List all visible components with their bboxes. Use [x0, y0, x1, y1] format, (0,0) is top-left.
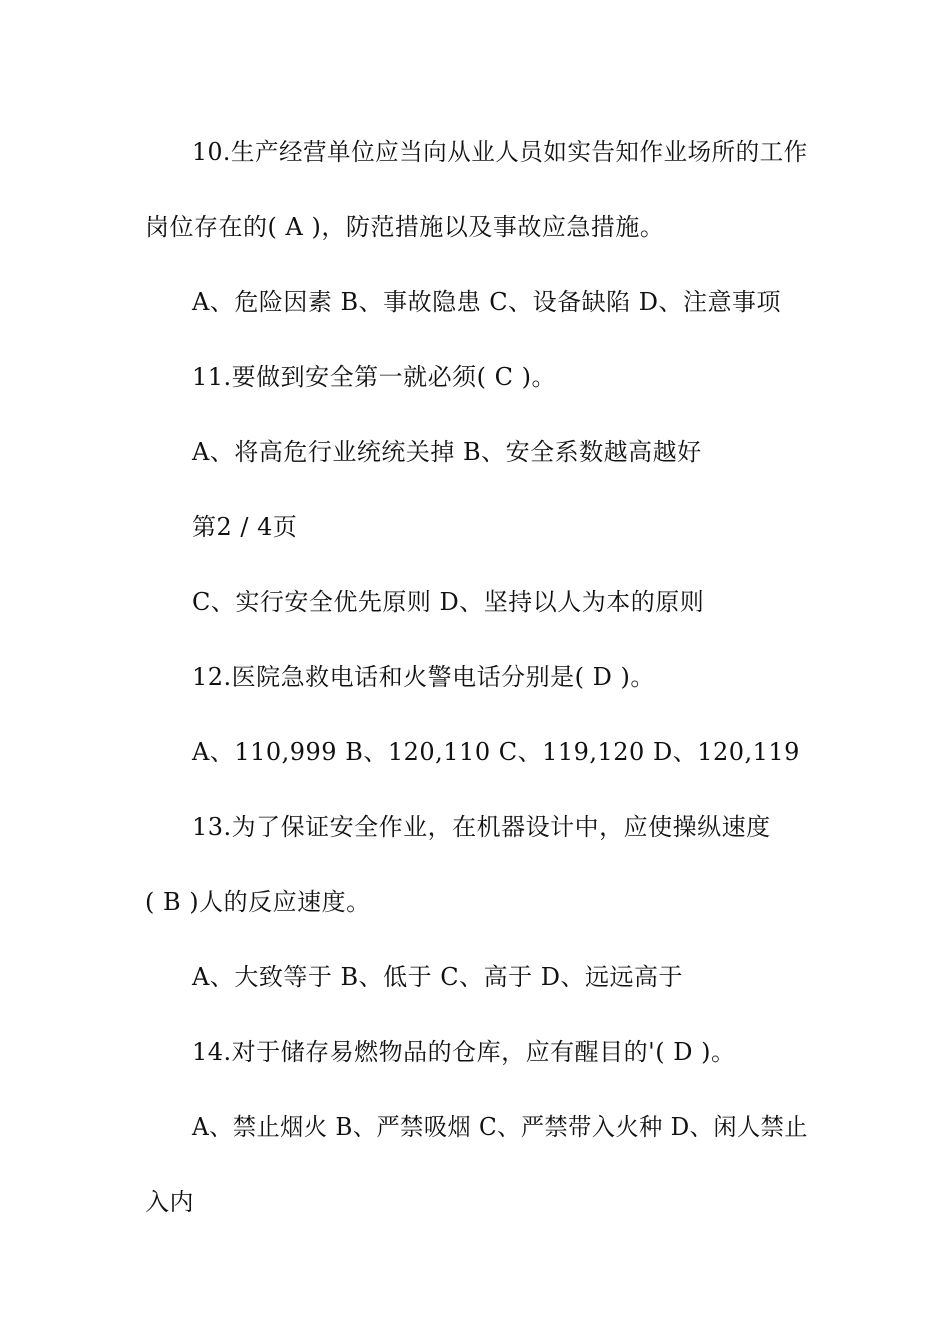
question-12-stem: 12.医院急救电话和火警电话分别是( D )。	[192, 663, 655, 691]
page-number: 第2 / 4页	[192, 513, 298, 541]
question-11-options-line-1: A、将高危行业统统关掉 B、安全系数越高越好	[192, 438, 702, 466]
question-13-stem-line-2: ( B )人的反应速度。	[145, 888, 371, 916]
question-10-stem-line-2: 岗位存在的( A )，防范措施以及事故应急措施。	[145, 213, 665, 241]
question-13-stem-line-1: 13.为了保证安全作业，在机器设计中，应使操纵速度	[192, 813, 771, 841]
question-10-stem-line-1: 10.生产经营单位应当向从业人员如实告知作业场所的工作	[192, 138, 808, 166]
question-14-stem: 14.对于储存易燃物品的仓库，应有醒目的'( D )。	[192, 1038, 736, 1066]
question-14-options-line-2: 入内	[145, 1188, 194, 1216]
question-12-options: A、110,999 B、120,110 C、119,120 D、120,119	[192, 738, 800, 766]
question-11-stem: 11.要做到安全第一就必须( C )。	[192, 363, 557, 391]
question-14-options-line-1: A、禁止烟火 B、严禁吸烟 C、严禁带入火种 D、闲人禁止	[192, 1113, 808, 1141]
question-11-options-line-2: C、实行安全优先原则 D、坚持以人为本的原则	[192, 588, 705, 616]
question-10-options: A、危险因素 B、事故隐患 C、设备缺陷 D、注意事项	[192, 288, 781, 316]
question-13-options: A、大致等于 B、低于 C、高于 D、远远高于	[192, 963, 683, 991]
